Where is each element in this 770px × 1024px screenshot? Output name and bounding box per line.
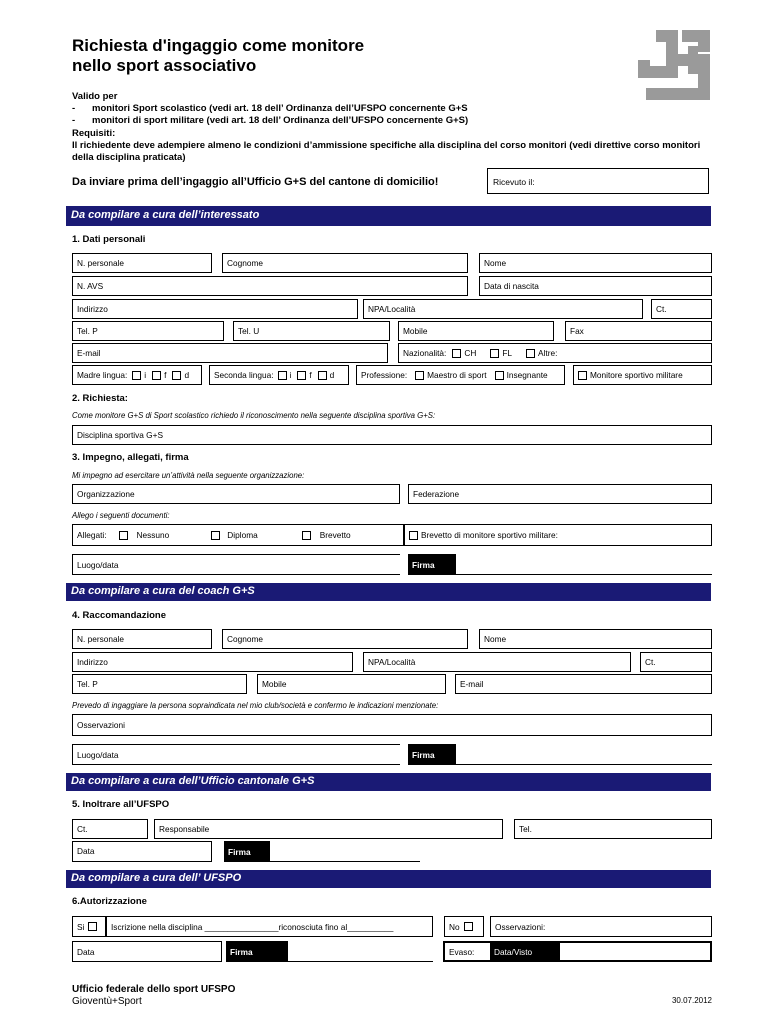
no-checkbox[interactable]	[464, 922, 473, 931]
data-visto-field[interactable]	[560, 941, 712, 962]
brevetto-militare-field	[404, 524, 712, 546]
field-label: NPA/Località	[368, 657, 416, 667]
valid-item: - monitori Sport scolastico (vedi art. 18 dell’ Ordinanza dell’UFSPO concernente G+S	[72, 103, 468, 115]
field-label: Federazione	[413, 489, 460, 499]
seconda-d-checkbox[interactable]	[318, 371, 327, 380]
field-label: Organizzazione	[77, 489, 135, 499]
indirizzo-field[interactable]	[72, 299, 358, 319]
section-title-personal: 1. Dati personali	[72, 234, 146, 245]
footer-date: 30.07.2012	[671, 996, 712, 1005]
coach-tel-p-field[interactable]	[72, 674, 247, 694]
tel-u-field[interactable]	[233, 321, 390, 341]
field-label: Tel. P	[77, 326, 98, 336]
checkbox-label: f	[164, 370, 167, 380]
checkbox-label: i	[144, 370, 147, 380]
tel-p-field[interactable]	[72, 321, 224, 341]
field-label: Fax	[570, 326, 584, 336]
no-field	[444, 916, 484, 937]
field-label: Luogo/data	[77, 559, 119, 570]
checkbox-label: Altre:	[538, 348, 558, 358]
field-label: Nome	[484, 634, 507, 644]
evaso-field	[443, 941, 490, 962]
field-label: Cognome	[227, 634, 263, 644]
field-label: Osservazioni	[77, 720, 125, 730]
checkbox-label: No	[449, 921, 460, 932]
cant-firma-line[interactable]	[270, 861, 420, 862]
section-band-cantonale: Da compilare a cura dell’Ufficio cantonale G+S	[66, 773, 711, 791]
insegnante-checkbox[interactable]	[495, 371, 504, 380]
field-label: N. personale	[77, 258, 125, 268]
field-label: Cognome	[227, 258, 263, 268]
field-label: Data	[77, 946, 95, 957]
valid-item-text: monitori Sport scolastico (vedi art. 18 dell’ Ordinanza dell’UFSPO concernente G+S	[92, 103, 468, 115]
brevetto-checkbox[interactable]	[302, 531, 311, 540]
field-label: E-mail	[460, 679, 484, 689]
coach-ct-field[interactable]	[640, 652, 712, 672]
checkbox-label: Insegnante	[506, 370, 548, 380]
checkbox-label: Maestro di sport	[427, 370, 487, 380]
section-title-forward: 5. Inoltrare all’UFSPO	[72, 799, 170, 810]
valid-item-text: monitori di sport militare (vedi art. 18 dell’ Ordinanza dell’UFSPO concernente G+S)	[92, 115, 469, 127]
send-notice: Da inviare prima dell’ingaggio all’Ufficio G+S del cantone di domicilio!	[72, 176, 439, 188]
coach-n-personale-field[interactable]	[72, 629, 212, 649]
ufspo-osservazioni-field[interactable]	[490, 916, 712, 937]
attach-note: Allego i seguenti documenti:	[72, 511, 170, 520]
checkbox-label: f	[309, 370, 312, 380]
received-label: Ricevuto il:	[493, 177, 535, 187]
coach-mobile-field[interactable]	[257, 674, 446, 694]
coach-firma-label: Firma	[408, 744, 456, 765]
mobile-field[interactable]	[398, 321, 554, 341]
checkbox-label: Si	[77, 921, 85, 932]
ch-checkbox[interactable]	[452, 349, 461, 358]
received-field[interactable]	[487, 168, 709, 194]
section-title-authorization: 6.Autorizzazione	[72, 896, 147, 907]
email-field[interactable]	[72, 343, 388, 363]
cant-firma-label: Firma	[224, 841, 270, 862]
disciplina-field[interactable]	[72, 425, 712, 445]
checkbox-label: FL	[502, 348, 513, 358]
field-label: Osservazioni:	[495, 921, 546, 932]
document-title	[72, 36, 364, 76]
requisites-label: Requisiti:	[72, 127, 116, 139]
checkbox-label: Nessuno	[136, 530, 170, 540]
section-title-commitment: 3. Impegno, allegati, firma	[72, 452, 189, 463]
si-checkbox[interactable]	[88, 922, 97, 931]
field-label: Ct.	[77, 824, 88, 834]
coach-luogo-data-field[interactable]	[72, 744, 400, 765]
field-label: Iscrizione nella disciplina ________________riconosciuta fino al__________	[111, 921, 394, 932]
madre-f-checkbox[interactable]	[152, 371, 161, 380]
iscrizione-field[interactable]	[106, 916, 433, 937]
field-label: Mobile	[403, 326, 428, 336]
field-label: Tel. U	[238, 326, 260, 336]
allegati-field	[72, 524, 404, 546]
checkbox-label: Brevetto	[319, 530, 351, 540]
fl-checkbox[interactable]	[490, 349, 499, 358]
field-label: Responsabile	[159, 824, 210, 834]
intro-block	[72, 91, 722, 164]
coach-osservazioni-field[interactable]	[72, 714, 712, 736]
field-label: Tel.	[519, 824, 532, 834]
field-label: N. personale	[77, 634, 125, 644]
coach-nome-field[interactable]	[479, 629, 712, 649]
valid-for-label: Valido per	[72, 91, 118, 102]
field-label: Indirizzo	[77, 304, 108, 314]
ufspo-data-field[interactable]	[72, 941, 222, 962]
field-label: Data di nascita	[484, 281, 539, 291]
field-label: Mobile	[262, 679, 287, 689]
organizzazione-field[interactable]	[72, 484, 400, 504]
field-label: Professione:	[361, 370, 408, 380]
section-band-interessato: Da compilare a cura dell’interessato	[66, 206, 711, 226]
si-field	[72, 916, 106, 937]
checkbox-label: d	[329, 370, 335, 380]
avs-field[interactable]	[72, 276, 468, 296]
cant-tel-field[interactable]	[514, 819, 712, 839]
coach-indirizzo-field[interactable]	[72, 652, 353, 672]
checkbox-label: i	[289, 370, 292, 380]
section-band-ufspo: Da compilare a cura dell’ UFSPO	[66, 870, 711, 888]
ufspo-firma-label: Firma	[226, 941, 288, 962]
title-line-2: nello sport associativo	[72, 56, 257, 75]
requisites-text: Il richiedente deve adempiere almeno le condizioni d’ammissione specifiche alla disciplina del corso monitori (vedi direttive corso monitori della disciplina praticata)	[72, 139, 701, 164]
js-logo-icon	[638, 30, 710, 100]
checkbox-label: Brevetto di monitore sportivo militare:	[421, 530, 558, 540]
coach-cognome-field[interactable]	[222, 629, 468, 649]
npa-field[interactable]	[363, 299, 643, 319]
monitore-militare-field	[573, 365, 712, 385]
commitment-note: Mi impegno ad esercitare un’attività nella seguente organizzazione:	[72, 471, 305, 480]
field-label: Luogo/data	[77, 749, 119, 760]
checkbox-label: CH	[464, 348, 477, 358]
section-title-request: 2. Richiesta:	[72, 393, 128, 404]
cant-data-field[interactable]	[72, 841, 212, 862]
coach-note: Prevedo di ingaggiare la persona sopraindicata nel mio club/società e confermo le indicazioni menzionate:	[72, 701, 439, 710]
seconda-f-checkbox[interactable]	[297, 371, 306, 380]
checkbox-label: d	[184, 370, 190, 380]
data-nascita-field[interactable]	[479, 276, 712, 296]
field-label: Indirizzo	[77, 657, 108, 667]
field-label: Ct.	[656, 304, 667, 314]
field-label: NPA/Località	[368, 304, 416, 314]
section-title-recommendation: 4. Raccomandazione	[72, 610, 166, 621]
footer-office: Ufficio federale dello sport UFSPO	[72, 984, 236, 995]
coach-firma-line[interactable]	[456, 764, 712, 765]
footer	[72, 984, 235, 1008]
diploma-checkbox[interactable]	[211, 531, 220, 540]
cant-responsabile-field[interactable]	[154, 819, 503, 839]
firma-line[interactable]	[456, 574, 712, 575]
field-label: Nazionalità:	[403, 348, 447, 358]
cognome-field[interactable]	[222, 253, 468, 273]
luogo-data-field[interactable]	[72, 554, 400, 575]
field-label: Ct.	[645, 657, 656, 667]
madre-lingua-field	[72, 365, 202, 385]
field-label: E-mail	[77, 348, 101, 358]
field-label: Evaso:	[449, 946, 475, 957]
checkbox-label: Diploma	[227, 530, 258, 540]
monitore-militare-checkbox[interactable]	[578, 371, 587, 380]
data-visto-label: Data/Visto	[490, 941, 560, 962]
field-label: Tel. P	[77, 679, 98, 689]
field-label: N. AVS	[77, 281, 104, 291]
field-label: Seconda lingua:	[214, 370, 274, 380]
nome-field[interactable]	[479, 253, 712, 273]
federazione-field[interactable]	[408, 484, 712, 504]
fax-field[interactable]	[565, 321, 712, 341]
footer-program: Gioventù+Sport	[72, 996, 142, 1007]
cant-ct-field[interactable]	[72, 819, 148, 839]
coach-email-field[interactable]	[455, 674, 712, 694]
field-label: Disciplina sportiva G+S	[77, 430, 163, 440]
professione-field	[356, 365, 565, 385]
field-label: Madre lingua:	[77, 370, 128, 380]
madre-i-checkbox[interactable]	[132, 371, 141, 380]
title-line-1: Richiesta d'ingaggio come monitore	[72, 36, 365, 55]
madre-d-checkbox[interactable]	[172, 371, 181, 380]
brevetto-militare-checkbox[interactable]	[409, 531, 418, 540]
request-note: Come monitore G+S di Sport scolastico richiedo il riconoscimento nella seguente disciplina sportiva G+S:	[72, 411, 436, 420]
section-band-coach: Da compilare a cura del coach G+S	[66, 583, 711, 601]
field-label: Data	[77, 846, 95, 856]
ct-field[interactable]	[651, 299, 712, 319]
altre-checkbox[interactable]	[526, 349, 535, 358]
n-personale-field[interactable]	[72, 253, 212, 273]
nessuno-checkbox[interactable]	[119, 531, 128, 540]
ufspo-firma-line[interactable]	[288, 961, 433, 962]
firma-label: Firma	[408, 554, 456, 575]
seconda-lingua-field	[209, 365, 349, 385]
valid-item: - monitori di sport militare (vedi art. 18 dell’ Ordinanza dell’UFSPO concernente G+S)	[72, 115, 469, 127]
seconda-i-checkbox[interactable]	[278, 371, 287, 380]
maestro-checkbox[interactable]	[415, 371, 424, 380]
field-label: Allegati:	[77, 530, 107, 540]
nazionalita-field	[398, 343, 712, 363]
field-label: Nome	[484, 258, 507, 268]
checkbox-label: Monitore sportivo militare	[590, 370, 683, 380]
coach-npa-field[interactable]	[363, 652, 631, 672]
